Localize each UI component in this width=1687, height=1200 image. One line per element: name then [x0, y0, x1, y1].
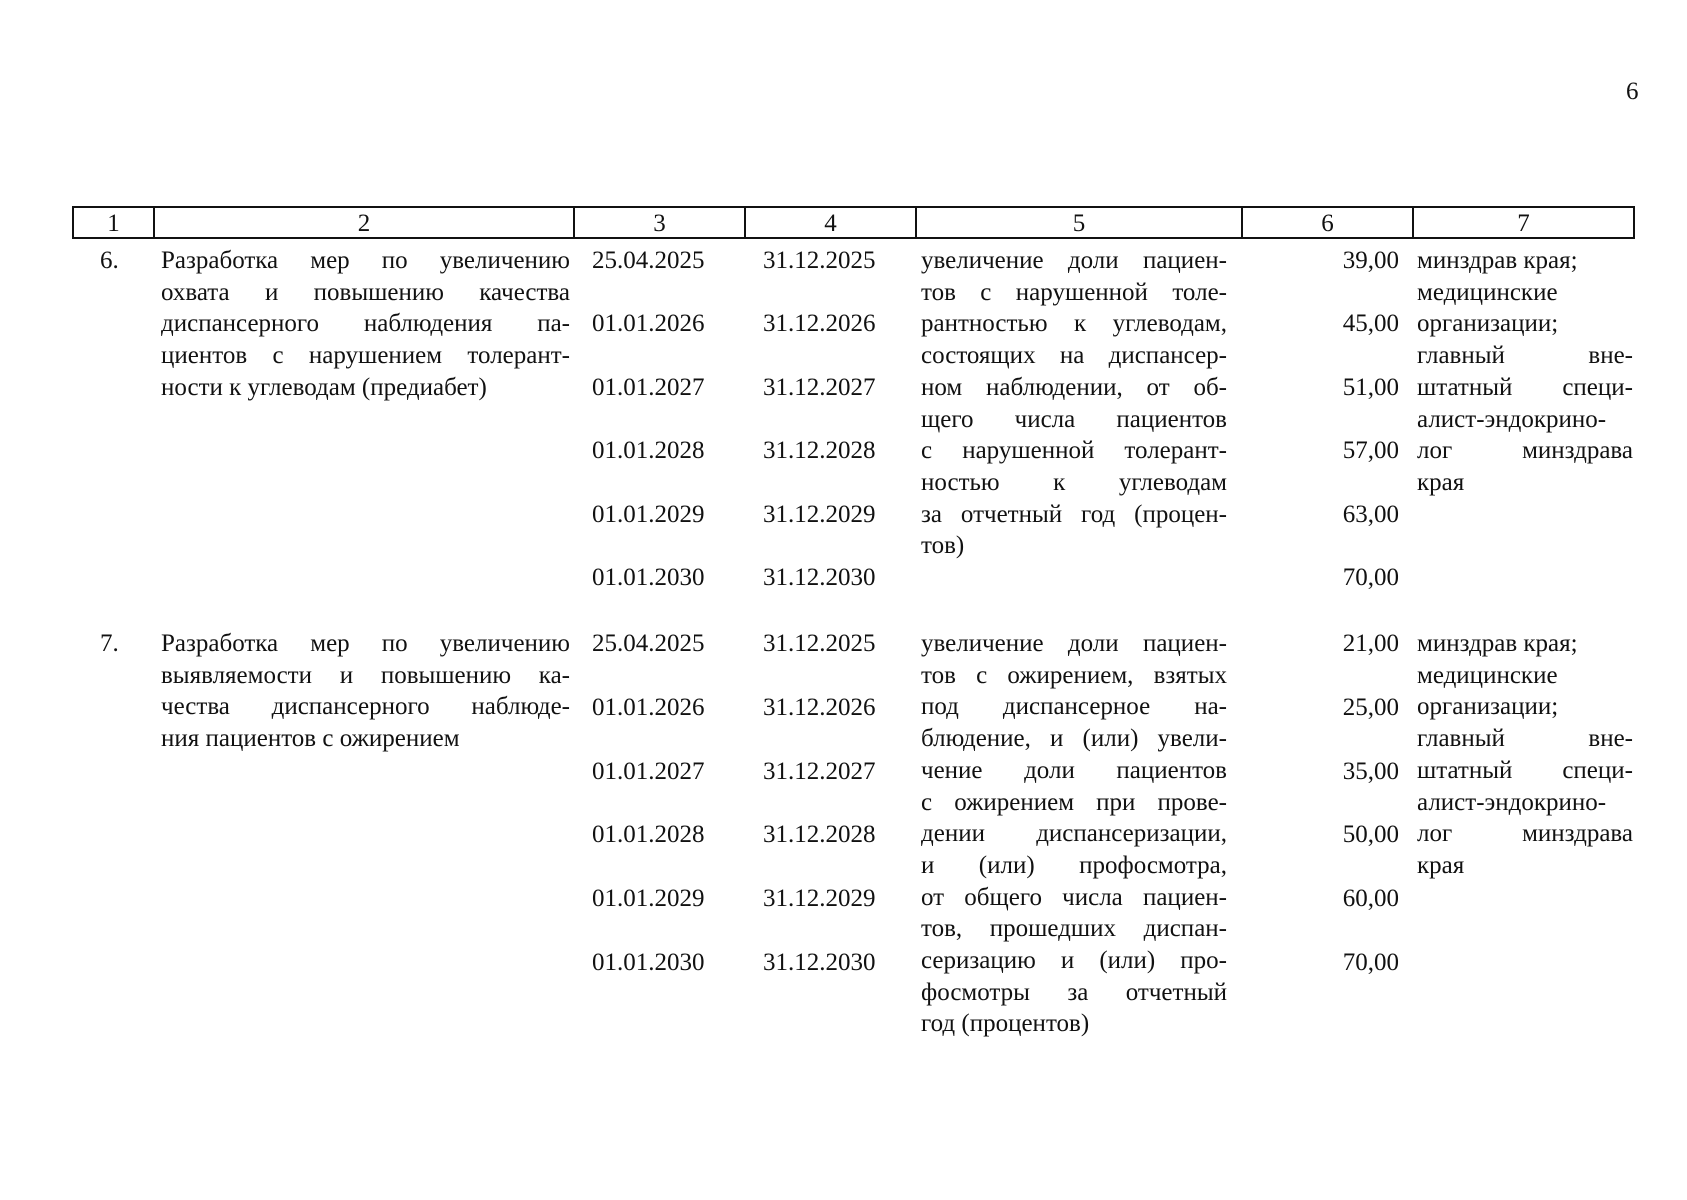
indicator-value: 25,00 — [1342, 694, 1399, 721]
description-line: циентов с нарушением толерант- — [161, 342, 570, 370]
end-date: 31.12.2030 — [763, 949, 876, 976]
responsible-line: организации; — [1417, 310, 1559, 338]
end-date: 31.12.2027 — [763, 374, 876, 401]
header-col-6: 6 — [1241, 208, 1412, 237]
indicator-line: рантностью к углеводам, — [921, 310, 1227, 338]
indicator-line: с нарушенной толерант- — [921, 437, 1227, 465]
indicator-line: чение доли пациентов — [921, 756, 1227, 784]
description-line: охвата и повышению качества — [161, 278, 570, 306]
responsible-executors — [1417, 245, 1633, 499]
description-line: чества диспансерного наблюде- — [161, 693, 570, 721]
end-date: 31.12.2029 — [763, 501, 876, 528]
indicator-value: 70,00 — [1342, 949, 1399, 976]
indicator-line: дении диспансеризации, — [921, 820, 1227, 848]
indicator-line: блюдение, и (или) увели- — [921, 725, 1227, 753]
indicator-value: 60,00 — [1342, 885, 1399, 912]
indicator-line: тов, прошедших диспан- — [921, 915, 1227, 943]
end-date: 31.12.2025 — [763, 247, 876, 274]
start-date: 01.01.2027 — [592, 758, 705, 785]
header-col-1: 1 — [107, 210, 120, 237]
start-date: 01.01.2030 — [592, 949, 705, 976]
start-date: 01.01.2026 — [592, 310, 705, 337]
end-date: 31.12.2029 — [763, 885, 876, 912]
indicator-line: тов с нарушенной толе- — [921, 278, 1227, 306]
start-date: 25.04.2025 — [592, 630, 705, 657]
responsible-line: организации; — [1417, 693, 1559, 721]
description-line: ния пациентов с ожирением — [161, 725, 460, 753]
indicator-line: увеличение доли пациен- — [921, 630, 1227, 657]
header-col-4: 4 — [744, 208, 915, 237]
description-line: выявляемости и повышению ка- — [161, 661, 570, 689]
responsible-line: медицинские — [1417, 278, 1558, 306]
indicator-value: 39,00 — [1342, 247, 1399, 274]
indicator-value: 57,00 — [1342, 437, 1399, 464]
description-line: Разработка мер по увеличению — [161, 247, 570, 274]
end-date: 31.12.2030 — [763, 564, 876, 591]
indicator-line: тов с ожирением, взятых — [921, 661, 1227, 689]
responsible-executors — [1417, 628, 1633, 882]
responsible-line: алист-эндокрино- — [1417, 788, 1607, 816]
page-number: 6 — [1626, 78, 1639, 105]
indicator-value: 50,00 — [1342, 821, 1399, 848]
start-date: 01.01.2028 — [592, 821, 705, 848]
target-indicator — [921, 628, 1227, 1040]
start-date: 01.01.2029 — [592, 885, 705, 912]
indicator-value: 70,00 — [1342, 564, 1399, 591]
indicator-line: тов) — [921, 532, 965, 560]
measure-description — [161, 628, 570, 755]
indicator-line: под диспансерное на- — [921, 693, 1227, 721]
row-number: 6. — [100, 247, 119, 274]
indicator-line: с ожирением при прове- — [921, 788, 1227, 816]
target-indicator — [921, 245, 1227, 562]
responsible-line: лог минздрава — [1417, 437, 1633, 465]
start-date: 01.01.2026 — [592, 694, 705, 721]
end-date: 31.12.2026 — [763, 694, 876, 721]
indicator-line: от общего числа пациен- — [921, 883, 1227, 911]
indicator-value: 21,00 — [1342, 630, 1399, 657]
responsible-line: штатный специ- — [1417, 756, 1633, 784]
start-date: 25.04.2025 — [592, 247, 705, 274]
indicator-line: ном наблюдении, от об- — [921, 373, 1227, 401]
table-header-row — [72, 206, 1635, 239]
responsible-line: минздрав края; — [1417, 630, 1578, 657]
indicator-value: 51,00 — [1342, 374, 1399, 401]
responsible-line: главный вне- — [1417, 725, 1633, 753]
responsible-line: медицинские — [1417, 661, 1558, 689]
header-col-5: 5 — [915, 208, 1241, 237]
indicator-line: щего числа пациентов — [921, 405, 1227, 433]
indicator-line: увеличение доли пациен- — [921, 247, 1227, 274]
header-col-3: 3 — [573, 208, 744, 237]
row-number: 7. — [100, 630, 119, 657]
indicator-line: за отчетный год (процен- — [921, 500, 1227, 528]
end-date: 31.12.2027 — [763, 758, 876, 785]
indicator-value: 45,00 — [1342, 310, 1399, 337]
indicator-line: ностью к углеводам — [921, 468, 1227, 496]
indicator-value: 63,00 — [1342, 501, 1399, 528]
description-line: ности к углеводам (предиабет) — [161, 373, 487, 401]
responsible-line: алист-эндокрино- — [1417, 405, 1607, 433]
indicator-line: год (процентов) — [921, 1010, 1090, 1038]
responsible-line: минздрав края; — [1417, 247, 1578, 274]
end-date: 31.12.2028 — [763, 821, 876, 848]
start-date: 01.01.2028 — [592, 437, 705, 464]
indicator-line: состоящих на диспансер- — [921, 342, 1227, 370]
header-col-7: 7 — [1412, 208, 1633, 237]
responsible-line: края — [1417, 851, 1465, 879]
responsible-line: лог минздрава — [1417, 820, 1633, 848]
start-date: 01.01.2029 — [592, 501, 705, 528]
header-col-2: 2 — [153, 208, 573, 237]
responsible-line: штатный специ- — [1417, 373, 1633, 401]
description-line: Разработка мер по увеличению — [161, 630, 570, 657]
indicator-value: 35,00 — [1342, 758, 1399, 785]
responsible-line: края — [1417, 468, 1465, 496]
start-date: 01.01.2027 — [592, 374, 705, 401]
start-date: 01.01.2030 — [592, 564, 705, 591]
responsible-line: главный вне- — [1417, 342, 1633, 370]
indicator-line: и (или) профосмотра, — [921, 851, 1227, 879]
indicator-line: фосмотры за отчетный — [921, 978, 1227, 1006]
measure-description — [161, 245, 570, 404]
end-date: 31.12.2026 — [763, 310, 876, 337]
end-date: 31.12.2028 — [763, 437, 876, 464]
description-line: диспансерного наблюдения па- — [161, 310, 570, 338]
end-date: 31.12.2025 — [763, 630, 876, 657]
indicator-line: серизацию и (или) про- — [921, 947, 1227, 975]
